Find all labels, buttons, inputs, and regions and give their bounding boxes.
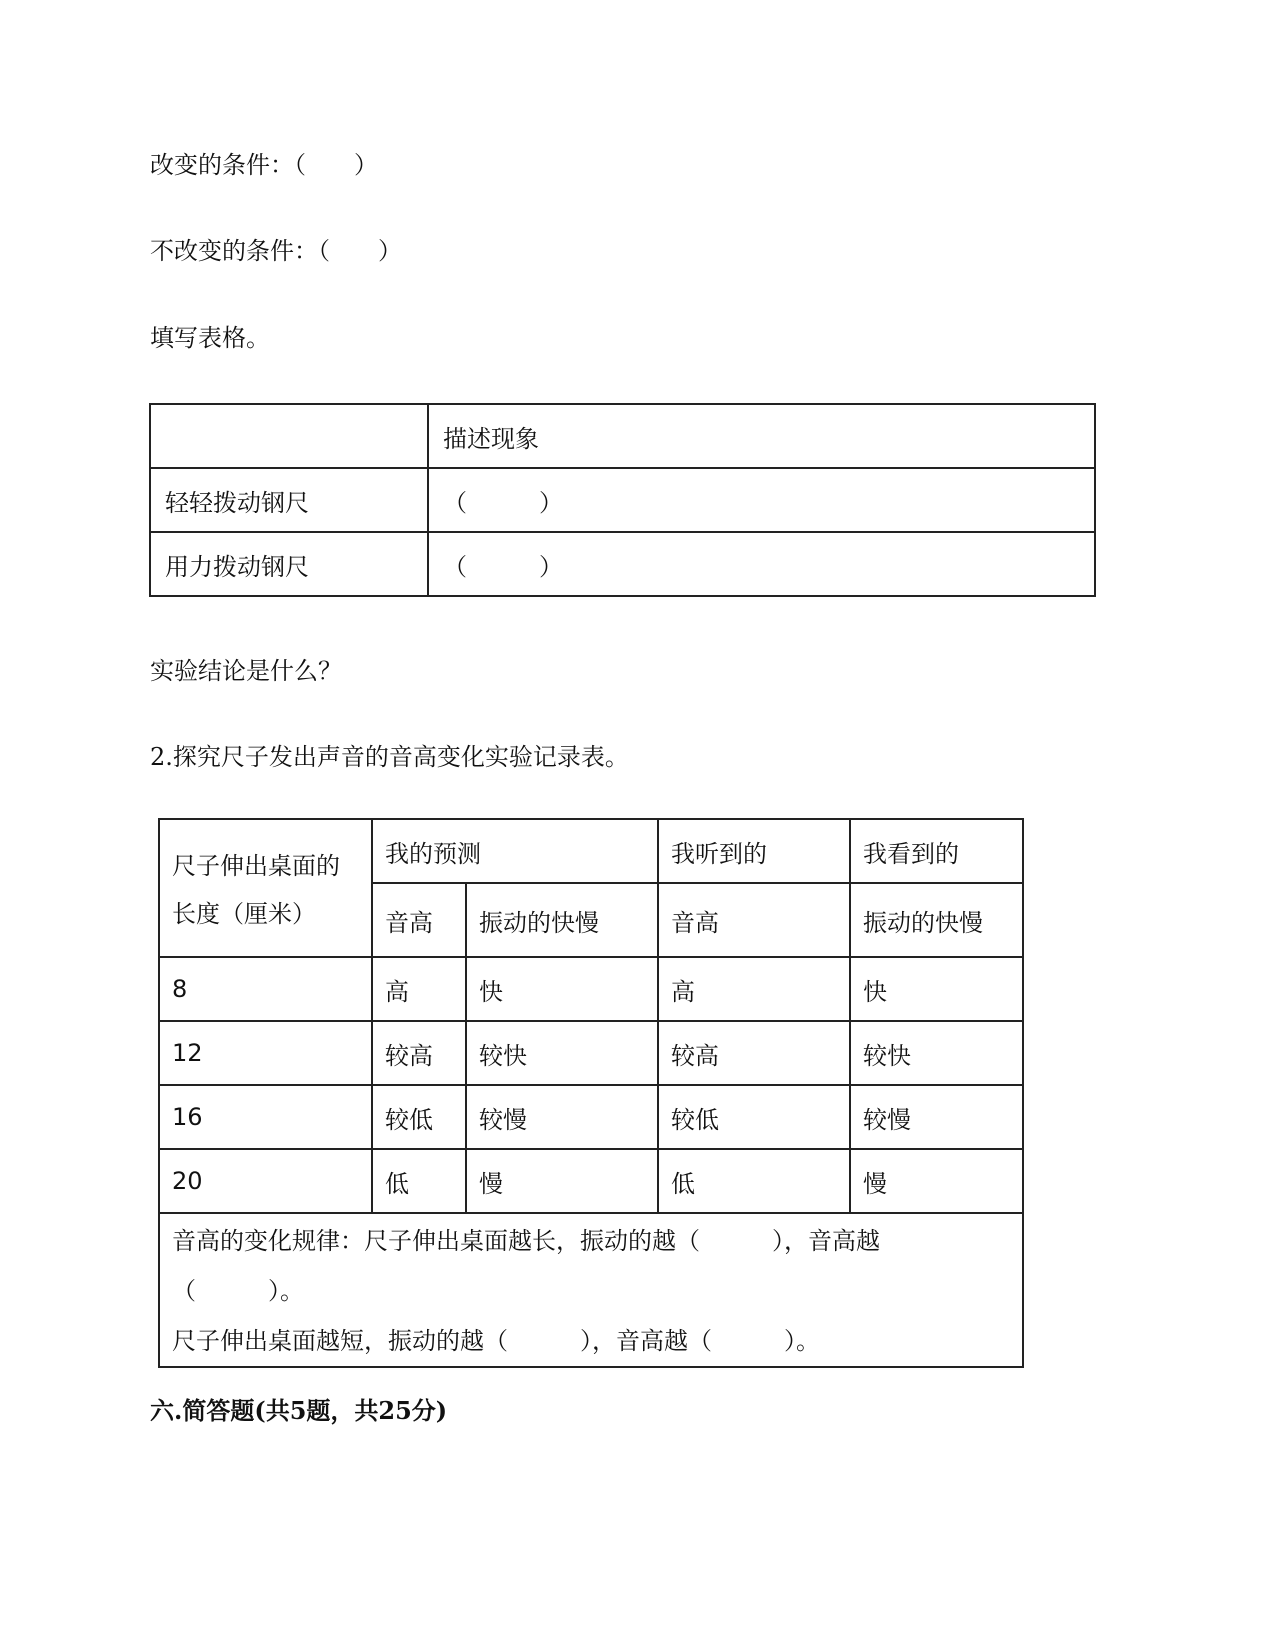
pattern-line-2: 尺子伸出桌面越短，振动的越（ ），音高越（ ）。: [172, 1327, 820, 1355]
group-header-cell: 我听到的: [658, 819, 850, 883]
table-cell: 12: [159, 1021, 372, 1085]
table-cell: 低: [372, 1149, 466, 1213]
table-header-cell: 描述现象: [428, 404, 1095, 468]
length-header-cell: 尺子伸出桌面的长度（厘米）: [159, 819, 372, 957]
unchanged-condition-line: 不改变的条件：（ ）: [150, 237, 402, 265]
table-row: [159, 1021, 1023, 1085]
table-cell: 20: [159, 1149, 372, 1213]
table-cell: 较慢: [466, 1085, 658, 1149]
subheader-cell: 振动的快慢: [850, 883, 1023, 957]
table-header-cell: [150, 404, 428, 468]
table-header-row: [150, 404, 1095, 468]
changed-condition-line: 改变的条件：（ ）: [150, 151, 378, 179]
table-cell: 较高: [372, 1021, 466, 1085]
table-cell: 较低: [372, 1085, 466, 1149]
table-row: [159, 957, 1023, 1021]
table-cell: 高: [372, 957, 466, 1021]
table-row: [159, 1085, 1023, 1149]
table-cell: （ ）: [428, 468, 1095, 532]
table-footer-row: [159, 1213, 1023, 1367]
table-cell: 较快: [850, 1021, 1023, 1085]
table-cell: 8: [159, 957, 372, 1021]
question-2-title: 2.探究尺子发出声音的音高变化实验记录表。: [150, 743, 629, 771]
table-cell: 较慢: [850, 1085, 1023, 1149]
phenomenon-table: [149, 403, 1096, 597]
fill-table-instruction: 填写表格。: [150, 324, 270, 352]
table-header-row: [159, 819, 1023, 883]
table-cell: 快: [466, 957, 658, 1021]
pitch-experiment-table: [158, 818, 1024, 1368]
table-cell: 较快: [466, 1021, 658, 1085]
table-row: [150, 468, 1095, 532]
table-cell: 较低: [658, 1085, 850, 1149]
group-header-cell: 我看到的: [850, 819, 1023, 883]
table-row: [159, 1149, 1023, 1213]
table-cell: 用力拨动钢尺: [150, 532, 428, 596]
table-row: [150, 532, 1095, 596]
table-cell: 低: [658, 1149, 850, 1213]
subheader-cell: 振动的快慢: [466, 883, 658, 957]
table-cell: 慢: [466, 1149, 658, 1213]
conclusion-question: 实验结论是什么？: [150, 657, 342, 685]
group-header-cell: 我的预测: [372, 819, 658, 883]
subheader-cell: 音高: [658, 883, 850, 957]
table-cell: （ ）: [428, 532, 1095, 596]
table-cell: 16: [159, 1085, 372, 1149]
table-cell: 高: [658, 957, 850, 1021]
section-6-title: 六.简答题(共5题，共25分): [150, 1396, 448, 1425]
table-cell: 慢: [850, 1149, 1023, 1213]
table-cell: 快: [850, 957, 1023, 1021]
subheader-cell: 音高: [372, 883, 466, 957]
table-cell: 较高: [658, 1021, 850, 1085]
pattern-summary-cell: [159, 1213, 1023, 1367]
pattern-line-1: 音高的变化规律：尺子伸出桌面越长，振动的越（ ），音高越（ ）。: [172, 1227, 880, 1305]
table-cell: 轻轻拨动钢尺: [150, 468, 428, 532]
